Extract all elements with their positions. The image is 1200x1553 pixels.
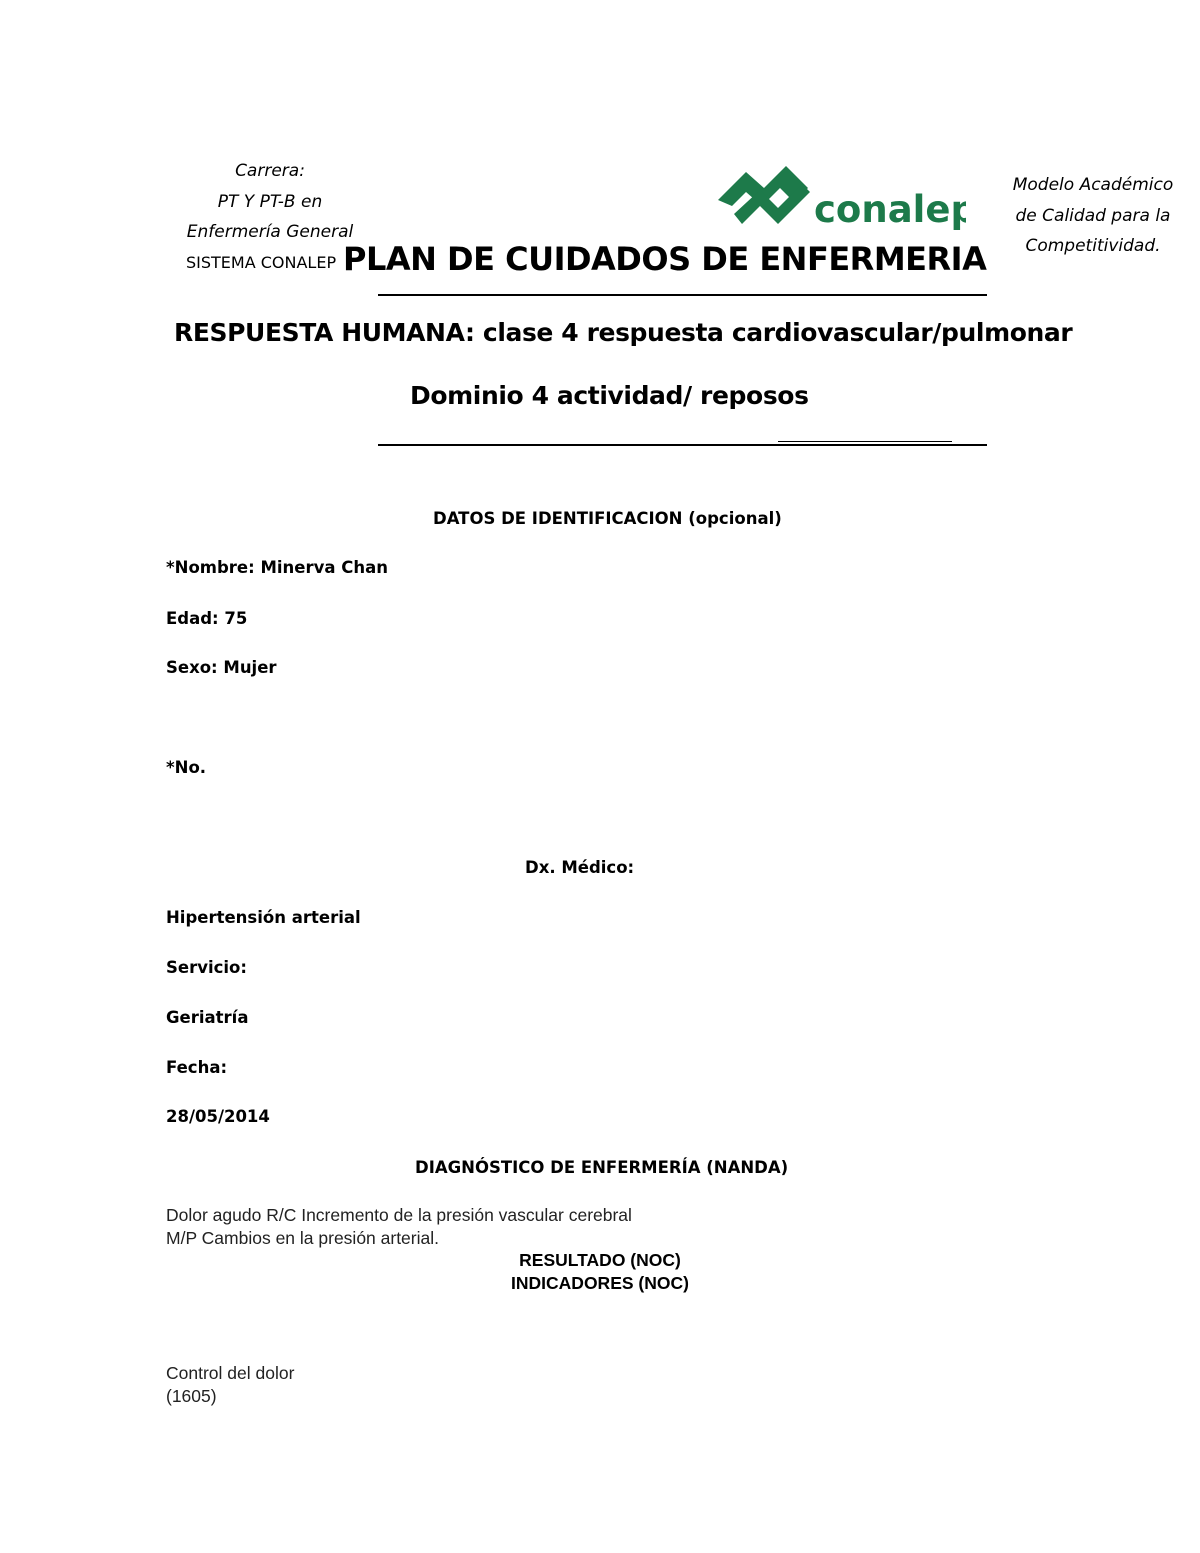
dominio-divider	[378, 444, 987, 446]
diagnostico-line: Dolor agudo R/C Incremento de la presión vascular cerebral	[166, 1205, 632, 1225]
dominio	[410, 381, 809, 410]
modelo-block	[1000, 170, 1186, 262]
page-title: PLAN DE CUIDADOS DE ENFERMERIA	[343, 240, 987, 278]
carrera-line: Enfermería General	[186, 222, 354, 242]
logo-text: conalep	[814, 188, 966, 231]
modelo-line: Competitividad.	[1025, 236, 1161, 256]
servicio-label: Servicio:	[166, 958, 247, 977]
identificacion-heading: DATOS DE IDENTIFICACION (opcional)	[433, 509, 782, 528]
dx-label: Dx. Médico:	[525, 858, 635, 877]
fecha-value: 28/05/2014	[166, 1107, 270, 1126]
resultado-heading: RESULTADO (NOC)	[519, 1250, 681, 1270]
no-field: *No.	[166, 758, 207, 777]
conalep-logo	[716, 158, 966, 243]
modelo-line: Modelo Académico	[1012, 175, 1174, 195]
respuesta-humana	[174, 318, 1072, 347]
carrera-line: PT Y PT-B en	[217, 191, 323, 212]
dominio-text: Dominio 4 actividad/ reposos	[410, 381, 809, 410]
respuesta-value: clase 4 respuesta cardiovascular/pulmonar	[474, 318, 1073, 347]
diagnostico-heading: DIAGNÓSTICO DE ENFERMERÍA (NANDA)	[415, 1158, 789, 1177]
sexo-field: Sexo: Mujer	[166, 658, 277, 677]
dx-value: Hipertensión arterial	[166, 908, 361, 927]
modelo-line: de Calidad para la	[1015, 205, 1171, 226]
diagnostico-line: M/P Cambios en la presión arterial.	[166, 1228, 439, 1248]
servicio-value: Geriatría	[166, 1008, 249, 1027]
title-divider	[378, 294, 987, 296]
nombre-field: *Nombre: Minerva Chan	[166, 558, 388, 577]
control-codigo: (1605)	[166, 1386, 217, 1406]
conalep-logo-mark-icon	[716, 158, 966, 238]
fecha-label: Fecha:	[166, 1058, 228, 1077]
carrera-line: Carrera:	[235, 161, 305, 181]
respuesta-label: RESPUESTA HUMANA:	[174, 318, 475, 347]
indicadores-heading: INDICADORES (NOC)	[511, 1273, 689, 1293]
control-dolor: Control del dolor	[166, 1363, 295, 1383]
carrera-line: SISTEMA CONALEP	[186, 252, 337, 272]
dominio-underline	[778, 441, 952, 442]
edad-field: Edad: 75	[166, 609, 248, 628]
